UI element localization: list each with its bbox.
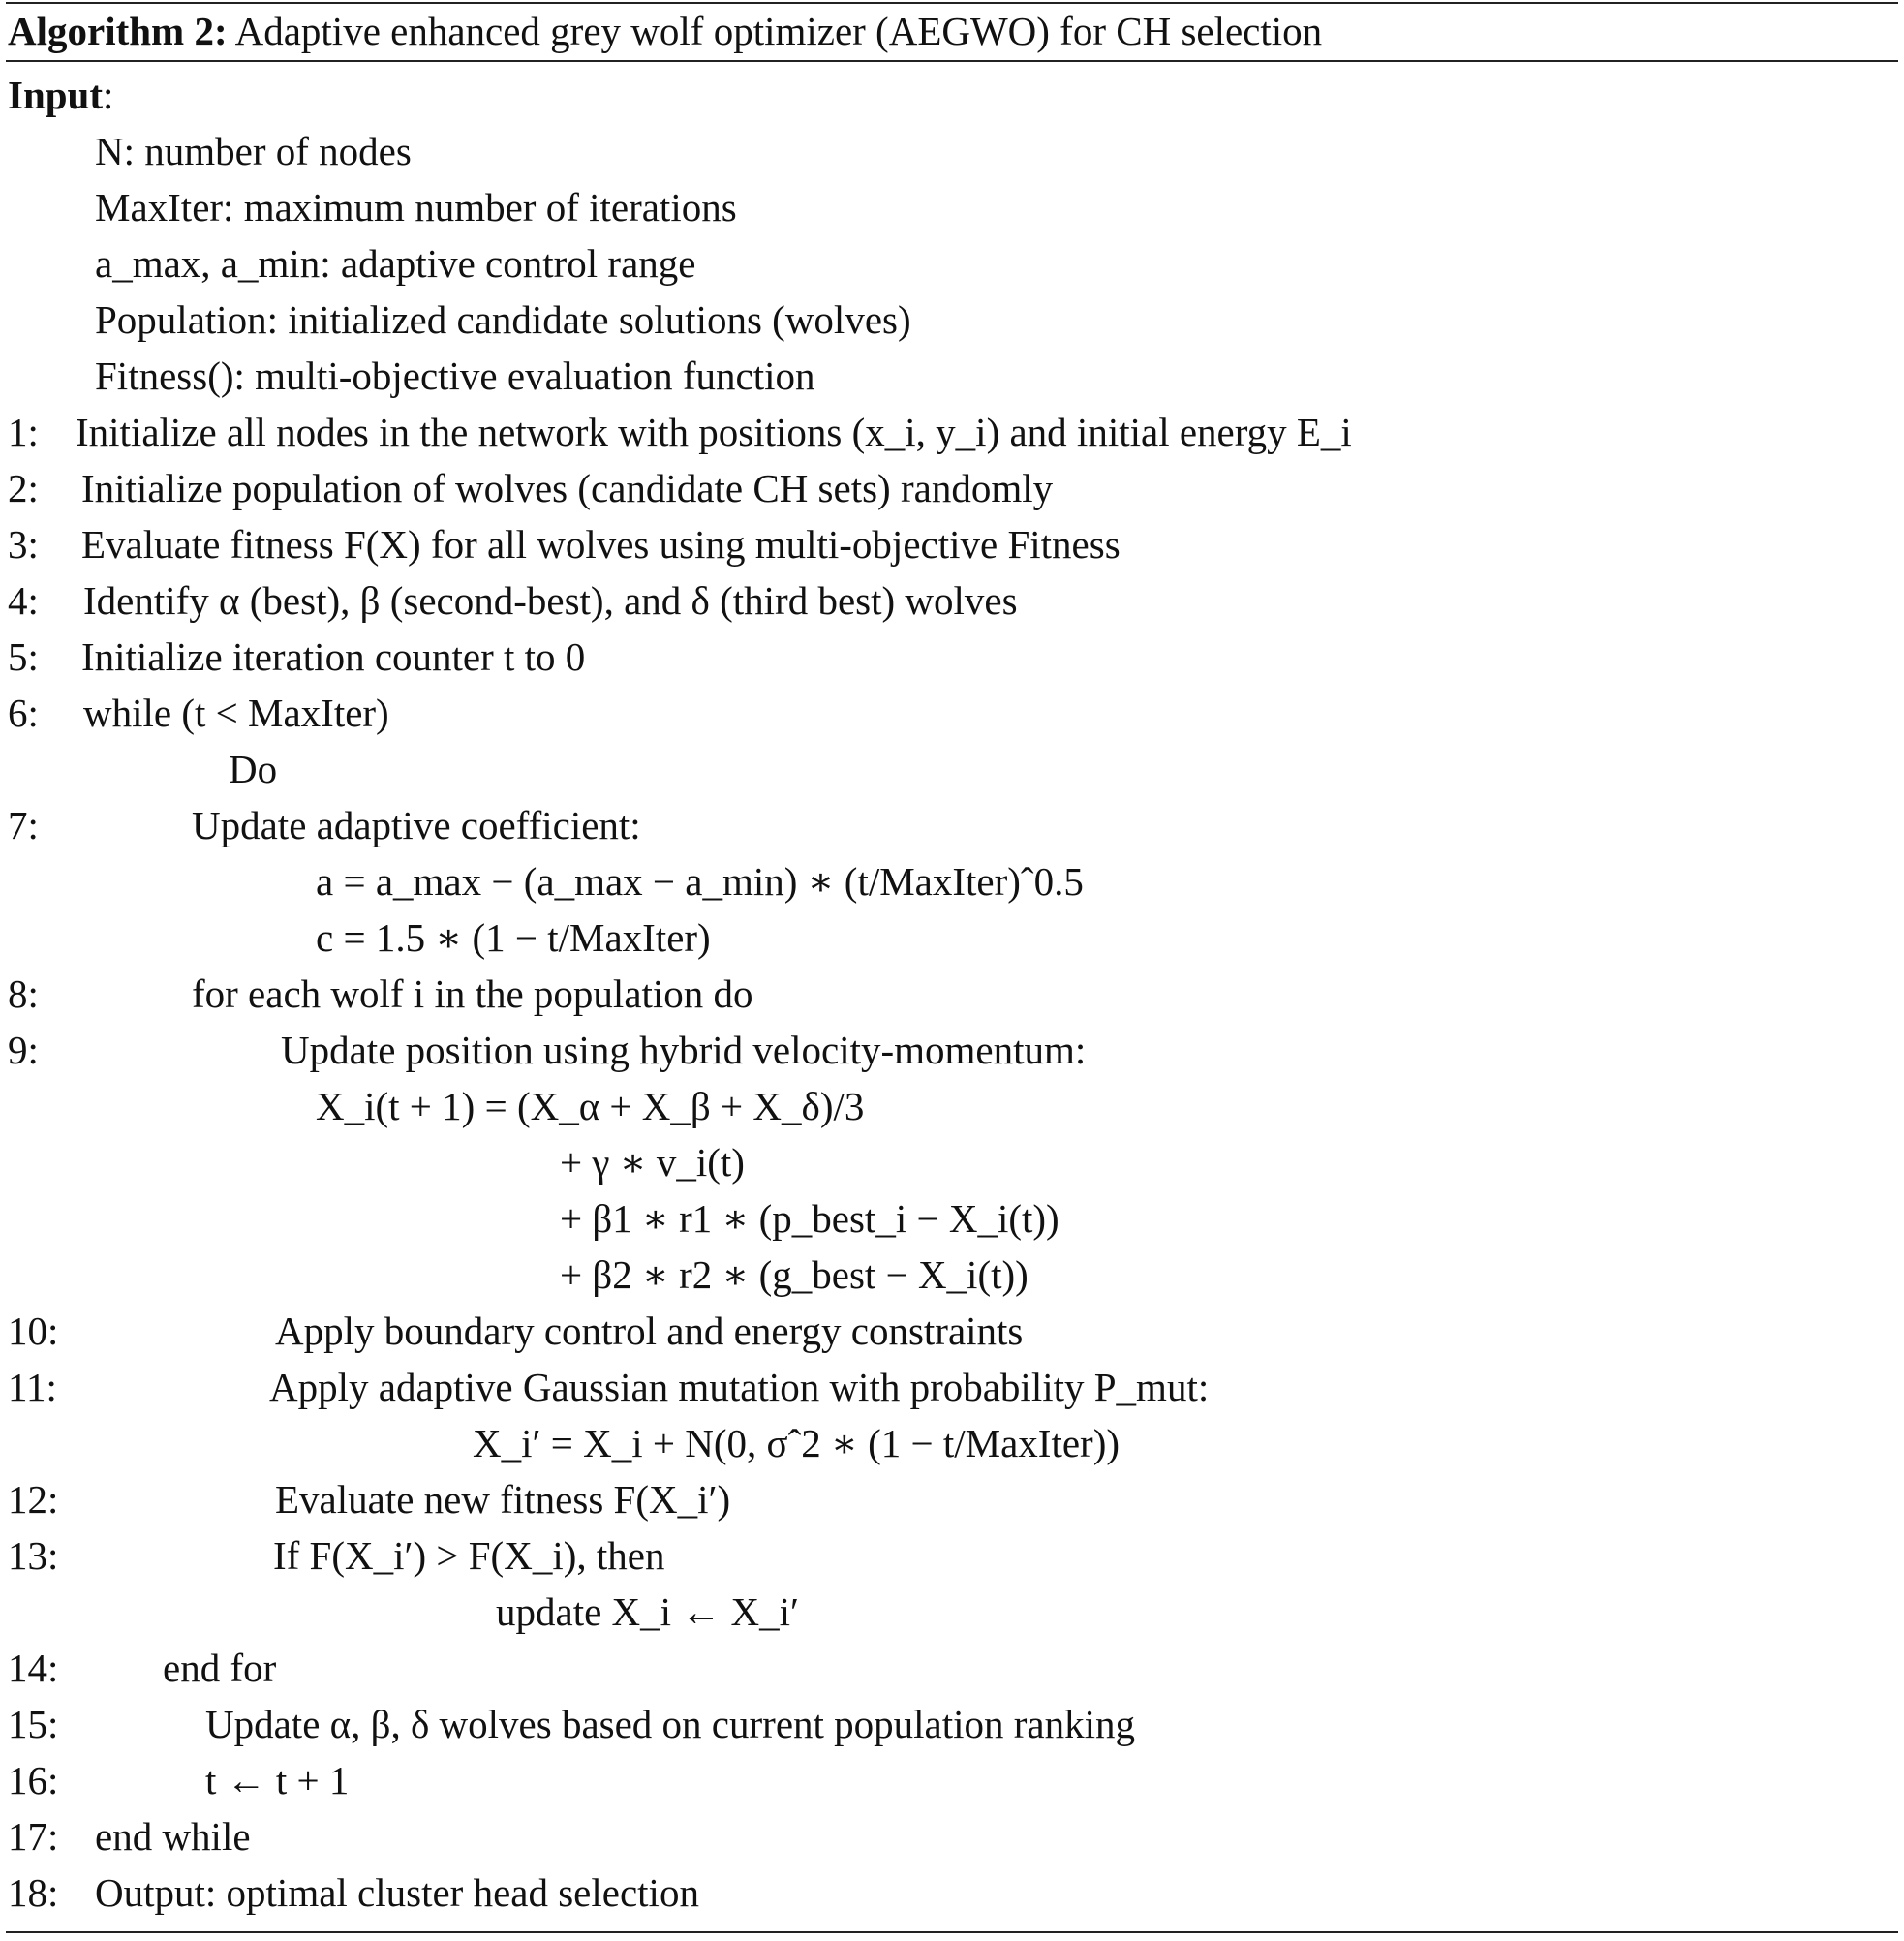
step-text: update X_i ← X_i′ bbox=[496, 1589, 800, 1634]
step-text: t ← t + 1 bbox=[205, 1758, 350, 1802]
step-number: 11: bbox=[8, 1365, 57, 1409]
input-item-text: N: number of nodes bbox=[95, 129, 412, 173]
step-number: 10: bbox=[8, 1309, 59, 1353]
step-number: 9: bbox=[8, 1028, 39, 1072]
step-text: Apply adaptive Gaussian mutation with probability P_mut: bbox=[269, 1365, 1210, 1409]
step-text: + β2 ∗ r2 ∗ (g_best − X_i(t)) bbox=[560, 1252, 1029, 1297]
step-text: X_i(t + 1) = (X_α + X_β + X_δ)/3 bbox=[316, 1084, 865, 1128]
input-colon: : bbox=[103, 73, 114, 117]
top-rule bbox=[6, 2, 1898, 4]
input-item-text: a_max, a_min: adaptive control range bbox=[95, 241, 696, 286]
step-text: c = 1.5 ∗ (1 − t/MaxIter) bbox=[316, 915, 711, 960]
step-text: + γ ∗ v_i(t) bbox=[560, 1140, 745, 1185]
step-text: If F(X_i′) > F(X_i), then bbox=[273, 1533, 665, 1578]
step-text: X_i′ = X_i + N(0, σˆ2 ∗ (1 − t/MaxIter)) bbox=[473, 1421, 1121, 1465]
step-text: Evaluate fitness F(X) for all wolves using multi-objective Fitness bbox=[81, 522, 1121, 567]
step-text: Apply boundary control and energy constraints bbox=[275, 1309, 1024, 1353]
input-item-text: MaxIter: maximum number of iterations bbox=[95, 185, 737, 230]
step-text: Update α, β, δ wolves based on current population ranking bbox=[205, 1702, 1136, 1746]
step-text: Update position using hybrid velocity-momentum: bbox=[281, 1028, 1087, 1072]
step-text: Update adaptive coefficient: bbox=[192, 803, 641, 847]
input-heading bbox=[8, 68, 113, 122]
step-number: 6: bbox=[8, 691, 39, 735]
step-text: Output: optimal cluster head selection bbox=[95, 1870, 699, 1915]
step-text: Do bbox=[229, 747, 278, 791]
step-number: 7: bbox=[8, 803, 39, 847]
step-number: 13: bbox=[8, 1533, 59, 1578]
input-item-text: Population: initialized candidate solutions (wolves) bbox=[95, 297, 911, 342]
step-text: while (t < MaxIter) bbox=[83, 691, 389, 735]
step-number: 2: bbox=[8, 466, 39, 510]
step-number: 8: bbox=[8, 971, 39, 1016]
step-text: Initialize all nodes in the network with positions (x_i, y_i) and initial energy E_i bbox=[76, 410, 1352, 454]
step-text: Identify α (best), β (second-best), and δ (third best) wolves bbox=[83, 578, 1018, 623]
step-number: 16: bbox=[8, 1758, 59, 1802]
step-text: end for bbox=[163, 1646, 277, 1690]
caption-rule bbox=[6, 60, 1898, 62]
step-number: 3: bbox=[8, 522, 39, 567]
caption-label: Algorithm 2: bbox=[8, 9, 228, 53]
step-number: 15: bbox=[8, 1702, 59, 1746]
step-text: + β1 ∗ r1 ∗ (p_best_i − X_i(t)) bbox=[560, 1196, 1059, 1241]
input-item-text: Fitness(): multi-objective evaluation function bbox=[95, 354, 815, 398]
bottom-rule bbox=[6, 1931, 1898, 1933]
step-text: for each wolf i in the population do bbox=[192, 971, 753, 1016]
caption-title: Adaptive enhanced grey wolf optimizer (AEGWO) for CH selection bbox=[234, 9, 1323, 53]
step-text: a = a_max − (a_max − a_min) ∗ (t/MaxIter)ˆ0.5 bbox=[316, 859, 1084, 904]
step-number: 18: bbox=[8, 1870, 59, 1915]
step-number: 5: bbox=[8, 634, 39, 679]
step-text: Initialize iteration counter t to 0 bbox=[81, 634, 586, 679]
algorithm-caption bbox=[8, 6, 1322, 56]
step-text: Initialize population of wolves (candidate CH sets) randomly bbox=[81, 466, 1054, 510]
step-number: 12: bbox=[8, 1477, 59, 1522]
step-text: end while bbox=[95, 1814, 251, 1859]
step-number: 14: bbox=[8, 1646, 59, 1690]
step-number: 17: bbox=[8, 1814, 59, 1859]
step-number: 4: bbox=[8, 578, 39, 623]
step-number: 1: bbox=[8, 410, 39, 454]
step-text: Evaluate new fitness F(X_i′) bbox=[275, 1477, 731, 1522]
input-label: Input bbox=[8, 73, 104, 117]
